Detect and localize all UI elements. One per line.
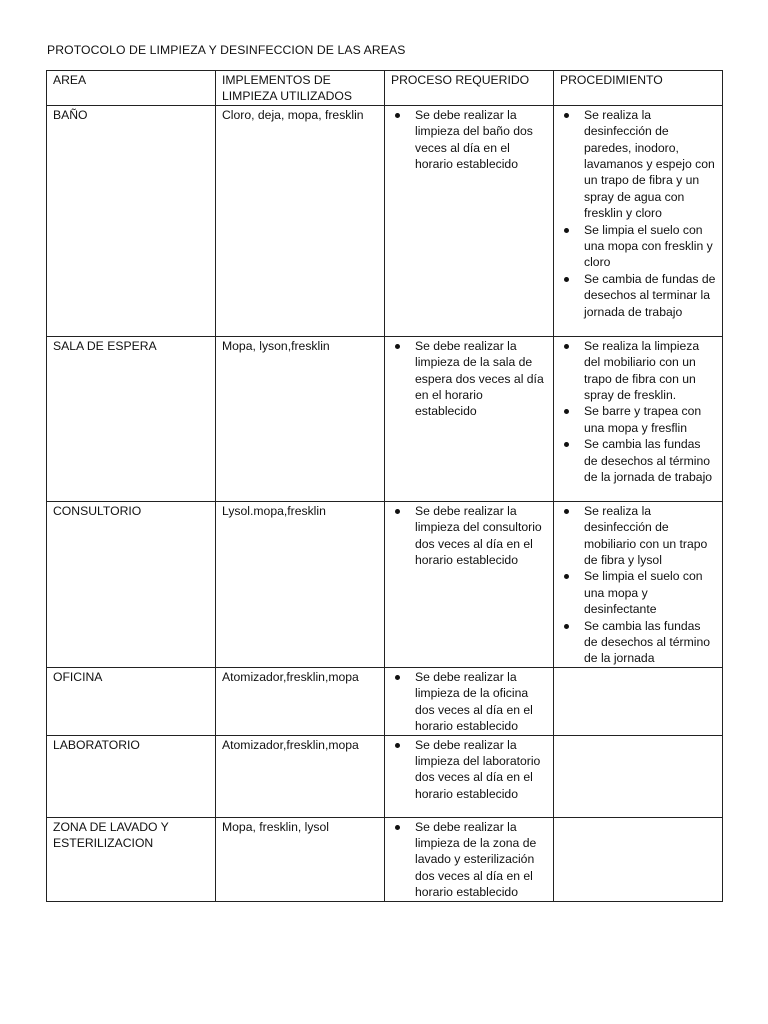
list-item-text: Se realiza la desinfección de mobiliario con un trapo de fibra y lysol xyxy=(584,503,708,568)
proceso-list xyxy=(391,107,547,173)
list-item-text: Se debe realizar la limpieza de la oficina dos veces al día en el horario establecido xyxy=(415,669,533,734)
procedimiento-list xyxy=(560,503,716,667)
list-item-text: Se barre y trapea con una mopa y fresflin xyxy=(584,404,702,435)
procedimiento-cell xyxy=(554,105,723,336)
bullet-icon xyxy=(564,344,569,349)
list-item-text: Se cambia las fundas de desechos al término de la jornada de trabajo xyxy=(584,437,713,485)
area-cell: BAÑO xyxy=(47,105,216,336)
implementos-cell: Atomizador,fresklin,mopa xyxy=(216,735,385,817)
proceso-cell xyxy=(385,735,554,817)
bullet-icon xyxy=(564,574,569,579)
bullet-icon xyxy=(564,509,569,514)
table-row xyxy=(47,336,723,501)
bullet-icon xyxy=(395,509,400,514)
list-item-text: Se cambia de fundas de desechos al terminar la jornada de trabajo xyxy=(584,271,716,319)
list-item-text: Se debe realizar la limpieza del baño dos veces al día en el horario establecido xyxy=(415,107,533,172)
list-item-text: Se debe realizar la limpieza del laboratorio dos veces al día en el horario establecido xyxy=(415,737,541,801)
cleaning-protocol-table xyxy=(46,70,723,902)
proceso-cell xyxy=(385,817,554,901)
area-cell: LABORATORIO xyxy=(47,735,216,817)
area-cell: OFICINA xyxy=(47,667,216,735)
implementos-cell: Cloro, deja, mopa, fresklin xyxy=(216,105,385,336)
proceso-list xyxy=(391,819,547,901)
list-item xyxy=(391,503,547,569)
bullet-icon xyxy=(395,743,400,748)
bullet-icon xyxy=(564,624,569,629)
procedimiento-cell xyxy=(554,501,723,667)
bullet-icon xyxy=(564,228,569,233)
implementos-cell: Lysol.mopa,fresklin xyxy=(216,501,385,667)
proceso-cell xyxy=(385,336,554,501)
area-cell: SALA DE ESPERA xyxy=(47,336,216,501)
bullet-icon xyxy=(395,675,400,680)
list-item-text: Se limpia el suelo con una mopa y desinfectante xyxy=(584,569,703,617)
list-item xyxy=(560,568,716,617)
bullet-icon xyxy=(395,113,400,118)
list-item-text: Se cambia las fundas de desechos al término de la jornada xyxy=(584,618,711,666)
implementos-cell: Mopa, fresklin, lysol xyxy=(216,817,385,901)
proceso-list xyxy=(391,503,547,569)
list-item-text: Se debe realizar la limpieza de la zona de lavado y esterilización dos veces al día en el horario establecido xyxy=(415,819,537,900)
procedimiento-list xyxy=(560,107,716,320)
document-title: PROTOCOLO DE LIMPIEZA Y DESINFECCION DE LAS AREAS xyxy=(47,43,406,57)
area-cell: CONSULTORIO xyxy=(47,501,216,667)
list-item xyxy=(560,403,716,436)
list-item xyxy=(560,107,716,222)
list-item xyxy=(560,338,716,404)
table-row xyxy=(47,817,723,901)
proceso-list xyxy=(391,737,547,803)
bullet-icon xyxy=(395,825,400,830)
procedimiento-list xyxy=(560,338,716,486)
list-item-text: Se limpia el suelo con una mopa con fresklin y cloro xyxy=(584,222,713,270)
bullet-icon xyxy=(395,344,400,349)
table-row xyxy=(47,105,723,336)
proceso-list xyxy=(391,338,547,420)
procedimiento-cell xyxy=(554,735,723,817)
bullet-icon xyxy=(564,113,569,118)
header-procedimiento: PROCEDIMIENTO xyxy=(554,71,723,106)
list-item xyxy=(391,107,547,173)
list-item xyxy=(560,436,716,485)
proceso-cell xyxy=(385,501,554,667)
header-area: AREA xyxy=(47,71,216,106)
list-item-text: Se debe realizar la limpieza de la sala de espera dos veces al día en el horario establecido xyxy=(415,338,544,419)
bullet-icon xyxy=(564,277,569,282)
list-item xyxy=(391,338,547,420)
proceso-cell xyxy=(385,667,554,735)
list-item xyxy=(560,271,716,320)
table-row xyxy=(47,667,723,735)
procedimiento-cell xyxy=(554,817,723,901)
list-item xyxy=(391,669,547,735)
list-item-text: Se realiza la desinfección de paredes, inodoro, lavamanos y espejo con un trapo de fibra y un spray de agua con fresklin y cloro xyxy=(584,107,715,221)
list-item xyxy=(560,503,716,569)
table-row xyxy=(47,735,723,817)
list-item-text: Se realiza la limpieza del mobiliario con un trapo de fibra con un spray de fresklin. xyxy=(584,338,700,403)
implementos-cell: Atomizador,fresklin,mopa xyxy=(216,667,385,735)
proceso-list xyxy=(391,669,547,735)
list-item xyxy=(560,618,716,667)
table-row xyxy=(47,501,723,667)
proceso-cell xyxy=(385,105,554,336)
list-item-text: Se debe realizar la limpieza del consultorio dos veces al día en el horario establecido xyxy=(415,503,542,568)
header-implementos: IMPLEMENTOS DE LIMPIEZA UTILIZADOS xyxy=(216,71,385,106)
procedimiento-cell xyxy=(554,336,723,501)
list-item xyxy=(391,737,547,803)
procedimiento-cell xyxy=(554,667,723,735)
bullet-icon xyxy=(564,442,569,447)
table-header-row xyxy=(47,71,723,106)
bullet-icon xyxy=(564,409,569,414)
header-proceso: PROCESO REQUERIDO xyxy=(385,71,554,106)
implementos-cell: Mopa, lyson,fresklin xyxy=(216,336,385,501)
list-item xyxy=(391,819,547,901)
list-item xyxy=(560,222,716,271)
area-cell: ZONA DE LAVADO Y ESTERILIZACION xyxy=(47,817,216,901)
